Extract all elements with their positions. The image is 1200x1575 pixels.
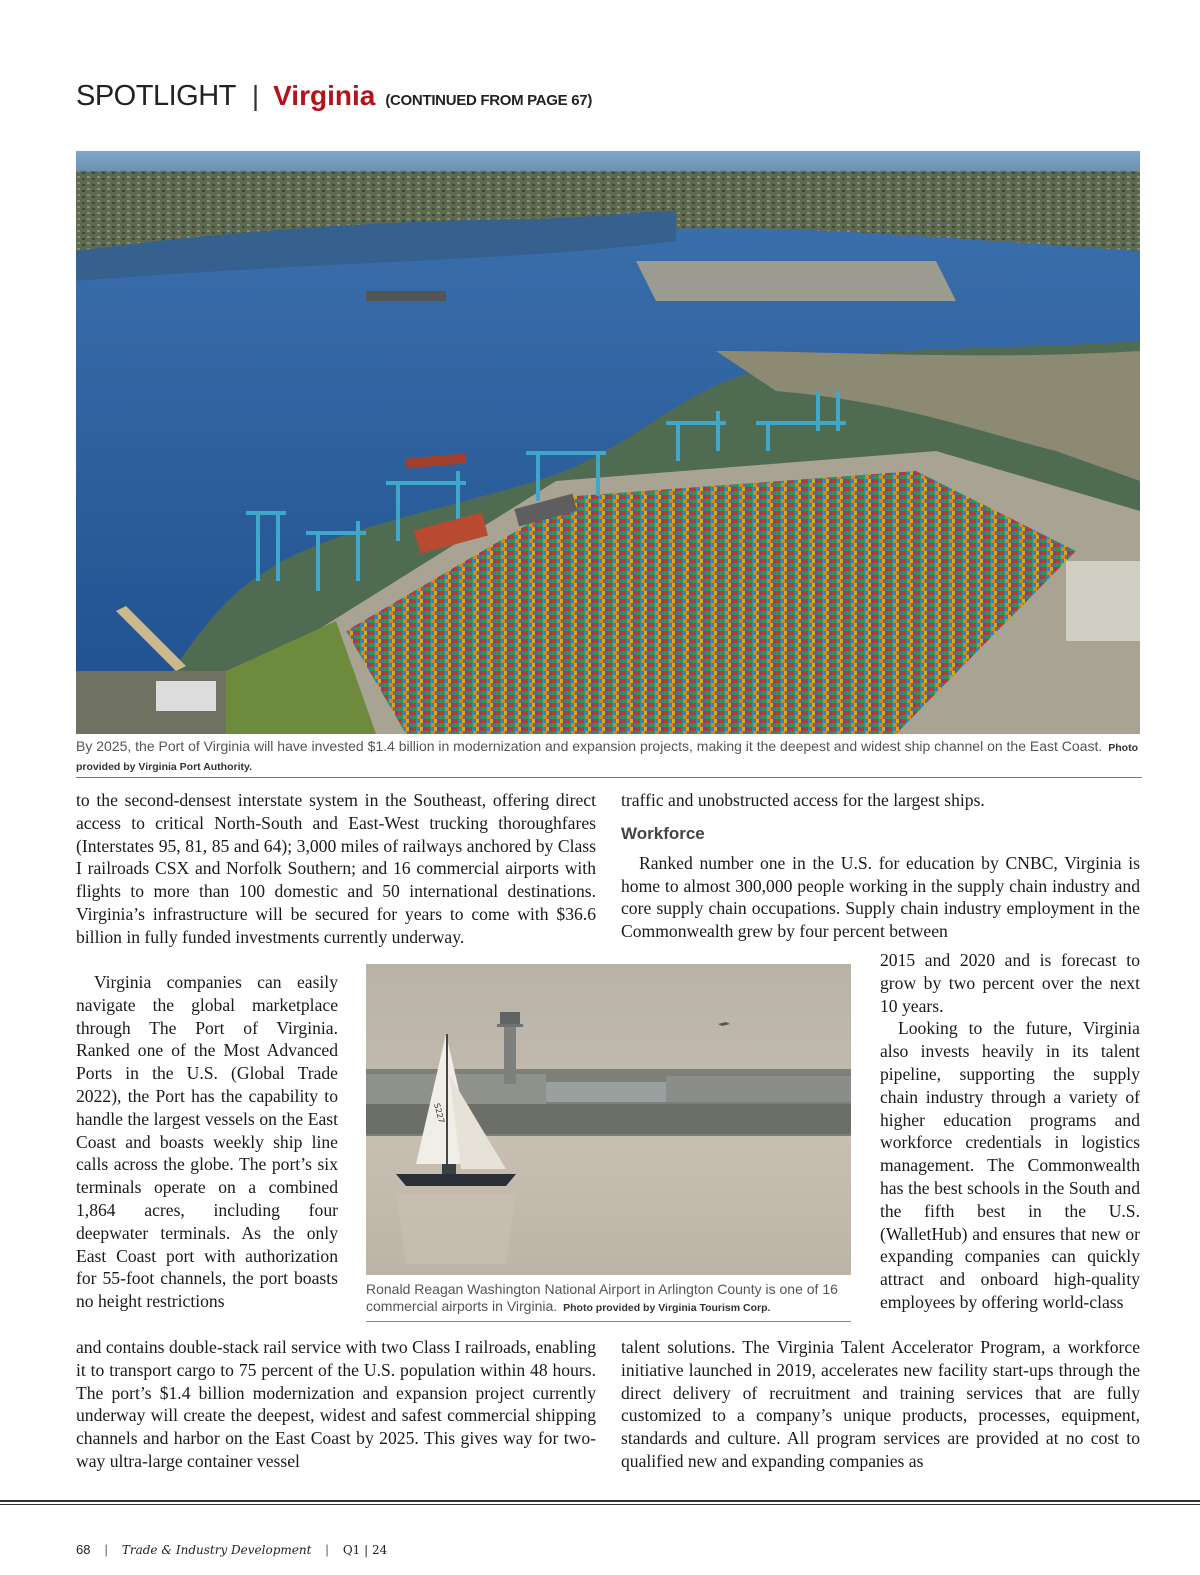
sail-number: S227 bbox=[432, 1102, 447, 1125]
continued-note: (CONTINUED FROM PAGE 67) bbox=[385, 92, 593, 109]
airport-caption-divider bbox=[366, 1321, 851, 1322]
article-left-middle bbox=[76, 971, 338, 1313]
footer-separator-2: | bbox=[325, 1542, 329, 1557]
footer-separator: | bbox=[104, 1542, 108, 1557]
header-separator: | bbox=[251, 80, 260, 111]
paragraph-infrastructure: to the second-densest interstate system in the Southeast, offering direct access to critical North-South and East-West trucking thoroughfares (Interstates 95, 81, 85 and 64); 3,000 miles of railways anchored by Class I railroads CSX and Norfolk Southern; and 16 commercial airports with flights to more than 100 domestic and 50 international destinations. Virginia’s infrastructure will be secured for years to come with $36.6 billion in fully funded investments currently underway. bbox=[76, 790, 596, 947]
caption-divider bbox=[76, 777, 1142, 778]
paragraph-workforce: Ranked number one in the U.S. for education by CNBC, Virginia is home to almost 300,000 people working in the supply chain industry and core supply chain occupations. Supply chain industry employment in the Commonwealth grew by four percent between bbox=[621, 852, 1140, 942]
article-right-bottom bbox=[621, 1336, 1140, 1473]
paragraph-traffic: traffic and unobstructed access for the largest ships. bbox=[621, 790, 985, 810]
issue-label: Q1 | 24 bbox=[342, 1543, 388, 1557]
paragraph-talent-continued: talent solutions. The Virginia Talent Accelerator Program, a workforce initiative launched in 2019, accelerates new facility start-ups through the direct delivery of recruitment and training services that are fully customized to a company’s unique products, processes, equipment, standards and culture. All program services are provided at no cost to qualified new and expanding companies as bbox=[621, 1337, 1140, 1471]
port-caption-text: By 2025, the Port of Virginia will have invested $1.4 billion in modernization and expansion projects, making it the deepest and widest ship channel on the East Coast. bbox=[76, 738, 1103, 754]
workforce-subhead: Workforce bbox=[621, 823, 705, 843]
port-photo-credit: Photo provided by Virginia Port Authority. bbox=[76, 742, 1139, 773]
article-right-top bbox=[621, 789, 1140, 943]
article-right-middle bbox=[880, 949, 1140, 1314]
paragraph-port-continued: and contains double-stack rail service with two Class I railroads, enabling it to transport cargo to 75 percent of the U.S. population within 48 hours. The port’s $1.4 billion modernization and expansion project currently underway will create the deepest, widest and safest commercial shipping channels and harbor on the East Coast by 2025. This gives way for two-way ultra-large container vessel bbox=[76, 1337, 596, 1471]
airport-photo-credit: Photo provided by Virginia Tourism Corp. bbox=[563, 1302, 771, 1314]
page-header bbox=[76, 80, 592, 120]
footer-rule-thick bbox=[0, 1500, 1200, 1502]
page-number: 68 bbox=[76, 1542, 91, 1557]
airport-sailboat-photo bbox=[366, 964, 851, 1275]
paragraph-port: Virginia companies can easily navigate the global marketplace through The Port of Virginia. Ranked one of the Most Advanced Ports in the U.S. (Global Trade 2022), the Port has the capability to handle the largest vessels on the East Coast and boasts weekly ship line calls across the globe. The port’s six terminals operate on a combined 1,864 acres, including four deepwater terminals. As the only East Coast port with authorization for 55-foot channels, the port boasts no height restrictions bbox=[76, 972, 338, 1312]
airport-caption-text: Ronald Reagan Washington National Airport in Arlington County is one of 16 commercial airports in Virginia. bbox=[366, 1281, 838, 1314]
state-title: Virginia bbox=[273, 80, 376, 111]
article-left-bottom bbox=[76, 1336, 596, 1473]
page-footer bbox=[76, 1542, 387, 1557]
airport-photo-caption bbox=[366, 1281, 846, 1317]
port-aerial-photo bbox=[76, 151, 1140, 734]
magazine-name: Trade & Industry Development bbox=[121, 1543, 312, 1557]
section-label: SPOTLIGHT bbox=[76, 80, 236, 112]
article-left-top bbox=[76, 789, 596, 949]
port-photo-caption bbox=[76, 738, 1142, 776]
footer-rule-thin bbox=[0, 1504, 1200, 1505]
paragraph-forecast: 2015 and 2020 and is forecast to grow by two percent over the next 10 years. bbox=[880, 950, 1140, 1016]
paragraph-talent: Looking to the future, Virginia also invests heavily in its talent pipeline, supporting the supply chain industry through a variety of higher education programs and workforce credentials in logistics management. The Commonwealth has the best schools in the South and the fifth best in the U.S. (WalletHub) and ensures that new or expanding companies can quickly attract and onboard high-quality employees by offering world-class bbox=[880, 1018, 1140, 1312]
